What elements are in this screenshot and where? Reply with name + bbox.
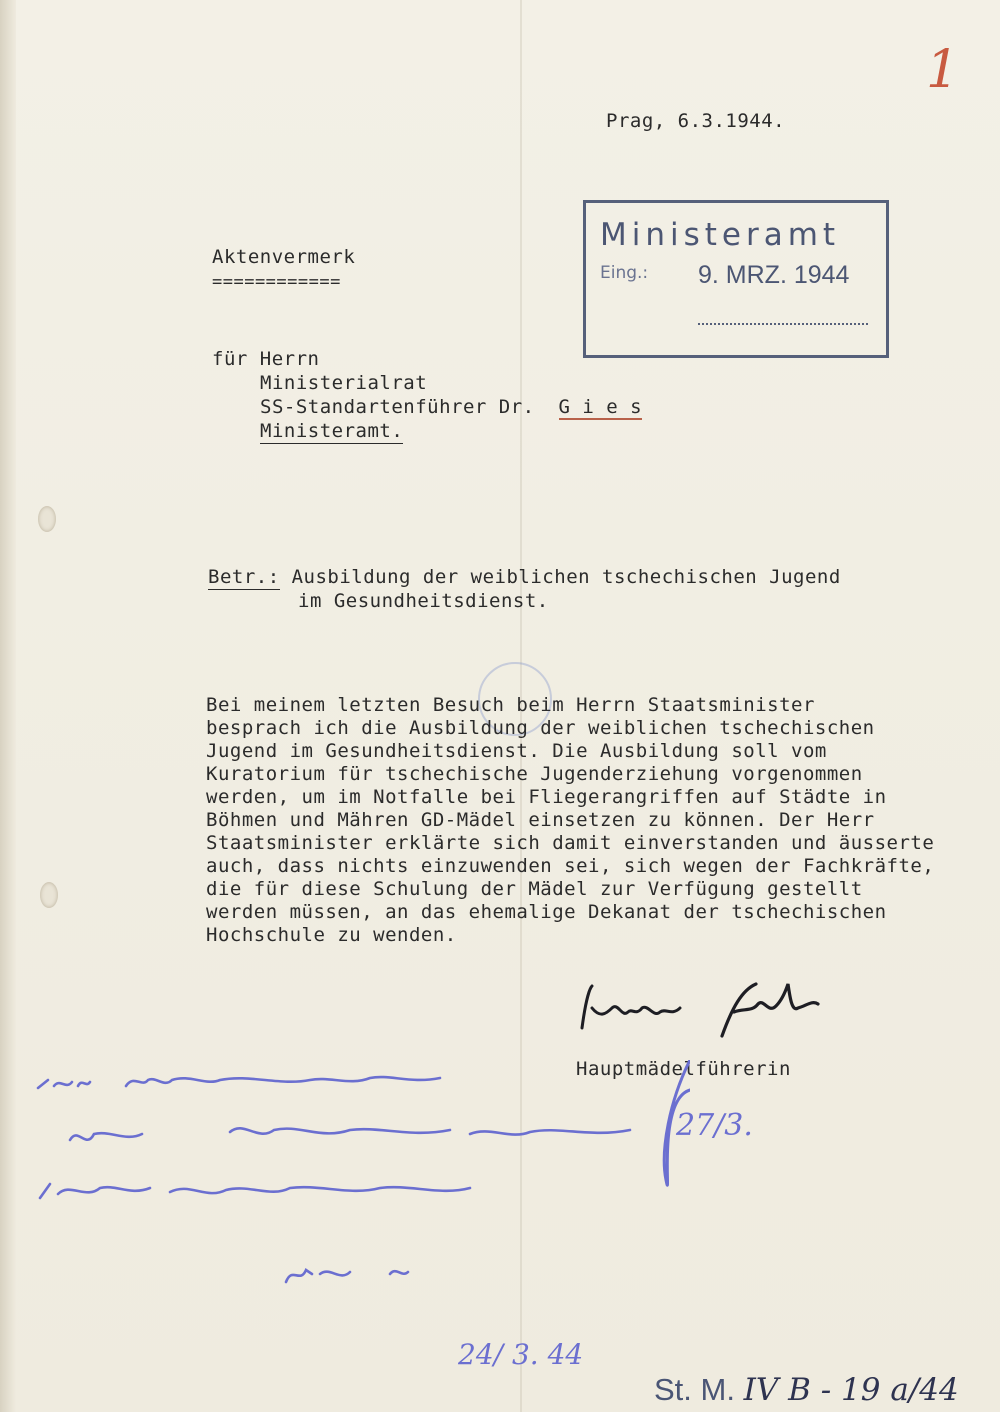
recipient-line-4 (260, 420, 403, 442)
reference-number: IV B - 19 a/44 (743, 1372, 959, 1408)
pencil-annotations-scribble (30, 1060, 690, 1300)
punch-hole-top (38, 506, 56, 532)
pencil-bottom-date: 24/ 3. 44 (458, 1338, 584, 1371)
body-line: auch, dass nichts einzuwenden sei, sich wegen der Fachkräfte, (206, 855, 935, 877)
subject-line-1 (208, 566, 841, 588)
subject-line-2: im Gesundheitsdienst. (298, 590, 549, 612)
recipient-line-2: Ministerialrat (260, 372, 428, 394)
subject-text: Ausbildung der weiblichen tschechischen Jugend (291, 566, 841, 588)
file-reference (654, 1372, 959, 1408)
recipient-rank: SS-Standartenführer Dr. (260, 396, 535, 418)
stamp-received-date: 9. MRZ. 1944 (698, 261, 850, 289)
body-line: Jugend im Gesundheitsdienst. Die Ausbildung soll vom (206, 740, 827, 762)
recipient-line-3 (260, 396, 642, 418)
signature-role: Hauptmädelführerin (576, 1058, 791, 1080)
body-line: Bei meinem letzten Besuch beim Herrn Staatsminister (206, 694, 815, 716)
body-line: Staatsminister erklärte sich damit einverstanden und äusserte (206, 832, 935, 854)
body-line: die für diese Schulung der Mädel zur Verfügung gestellt (206, 878, 863, 900)
body-line: besprach ich die Ausbildung der weiblichen tschechischen (206, 717, 875, 739)
body-line: werden, um im Notfalle bei Fliegerangriffen auf Städte in (206, 786, 887, 808)
handwritten-signature (572, 978, 872, 1048)
body-line: Kuratorium für tschechische Jugenderziehung vorgenommen (206, 763, 863, 785)
recipient-name: G i e s (558, 396, 643, 418)
recipient-line-1: für Herrn (212, 348, 320, 370)
body-line: Hochschule zu wenden. (206, 924, 457, 946)
subject-label: Betr.: (208, 566, 280, 588)
stamp-received-label: Eing.: (600, 263, 649, 283)
body-line: werden müssen, an das ehemalige Dekanat der tschechischen (206, 901, 887, 923)
received-stamp (583, 200, 889, 358)
stamp-dotted-line (698, 323, 868, 325)
recipient-office: Ministeramt. (260, 420, 404, 442)
place-date: Prag, 6.3.1944. (606, 110, 786, 132)
stamp-title: Ministeramt (600, 217, 841, 253)
memo-title-underline: ============ (212, 272, 341, 292)
folio-number: 1 (926, 40, 960, 100)
body-line: Böhmen und Mähren GD-Mädel einsetzen zu können. Der Herr (206, 809, 875, 831)
punch-hole-bottom (40, 882, 58, 908)
reference-prefix: St. M. (654, 1372, 735, 1407)
memo-title: Aktenvermerk (212, 246, 356, 268)
pencil-date-note: 27/3. (676, 1108, 753, 1143)
